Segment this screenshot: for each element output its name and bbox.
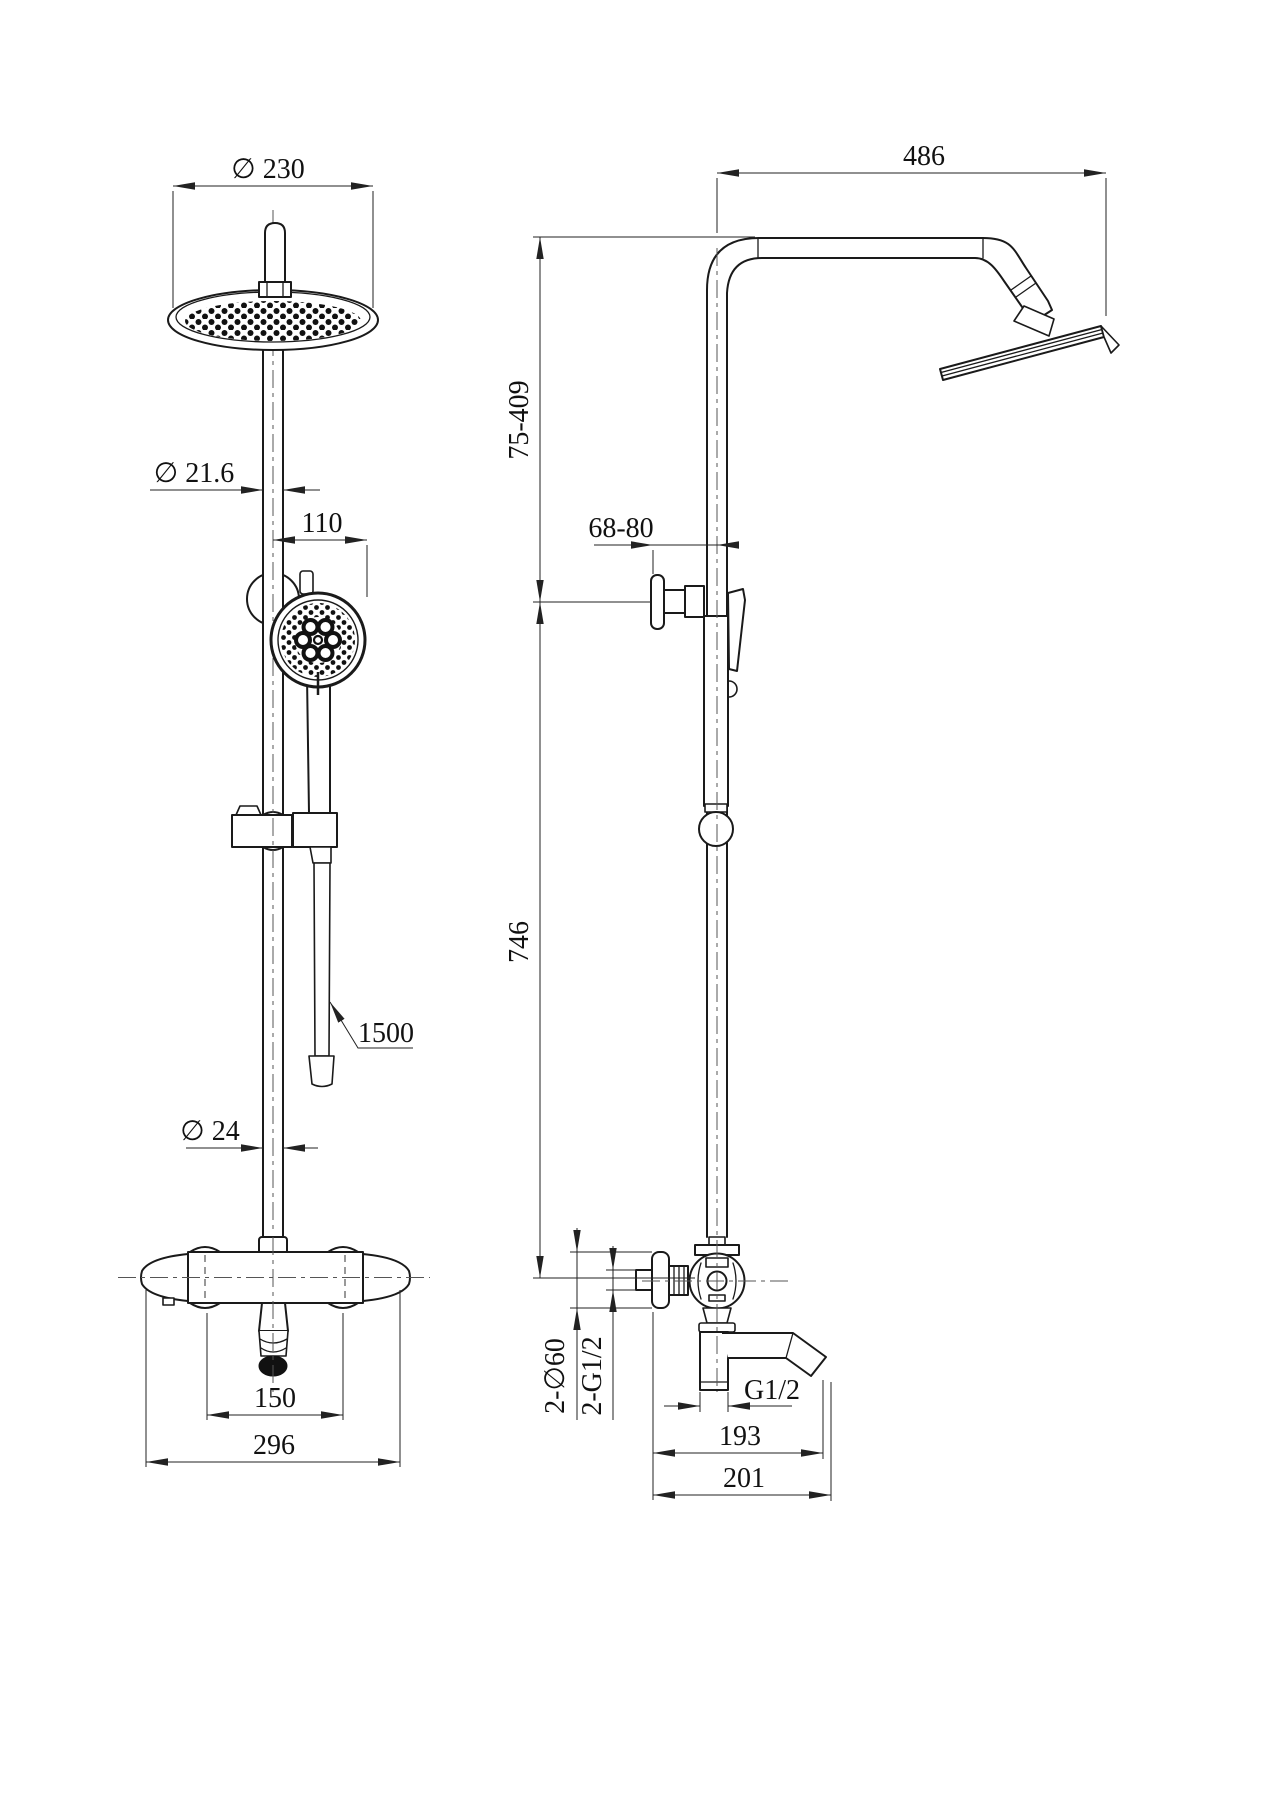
hand-shower-handle-front xyxy=(307,676,330,813)
hose-end-fitting xyxy=(309,1056,334,1087)
dim-riser-diameter-bottom: ∅ 24 xyxy=(180,1116,240,1147)
dim-hose-length: 1500 xyxy=(358,1018,414,1049)
dim-spout-overall-reach: 201 xyxy=(723,1463,765,1494)
bracket-stub-front xyxy=(300,571,313,594)
hose-outlet-stub xyxy=(700,1332,728,1390)
slider-knob-side xyxy=(699,812,733,846)
dim-bracket-wall-distance: 68-80 xyxy=(588,513,654,544)
dim-hand-shower-offset: 110 xyxy=(301,508,343,539)
dim-wall-thread: 2-G1/2 xyxy=(577,1336,608,1416)
dim-head-height-adjust: 75-409 xyxy=(504,380,535,460)
dim-arm-reach: 486 xyxy=(903,141,945,172)
dim-outlet-thread: G1/2 xyxy=(744,1375,800,1406)
dim-head-diameter: ∅ 230 xyxy=(231,154,305,185)
wall-flange-side xyxy=(652,1252,669,1308)
thermostatic-valve-front xyxy=(141,1247,410,1308)
dim-riser-diameter-top: ∅ 21.6 xyxy=(153,458,235,489)
safety-button xyxy=(163,1298,174,1305)
wall-nipple-side xyxy=(636,1270,652,1290)
dim-riser-height: 746 xyxy=(504,921,535,963)
dim-spout-reach: 193 xyxy=(719,1421,761,1452)
dim-valve-width: 296 xyxy=(253,1430,295,1461)
rain-shower-head xyxy=(168,290,378,350)
hand-shower-nozzle-cluster xyxy=(296,620,340,660)
dim-inlet-distance: 150 xyxy=(254,1383,296,1414)
dim-escutcheon-diameter: 2-∅60 xyxy=(540,1338,571,1414)
